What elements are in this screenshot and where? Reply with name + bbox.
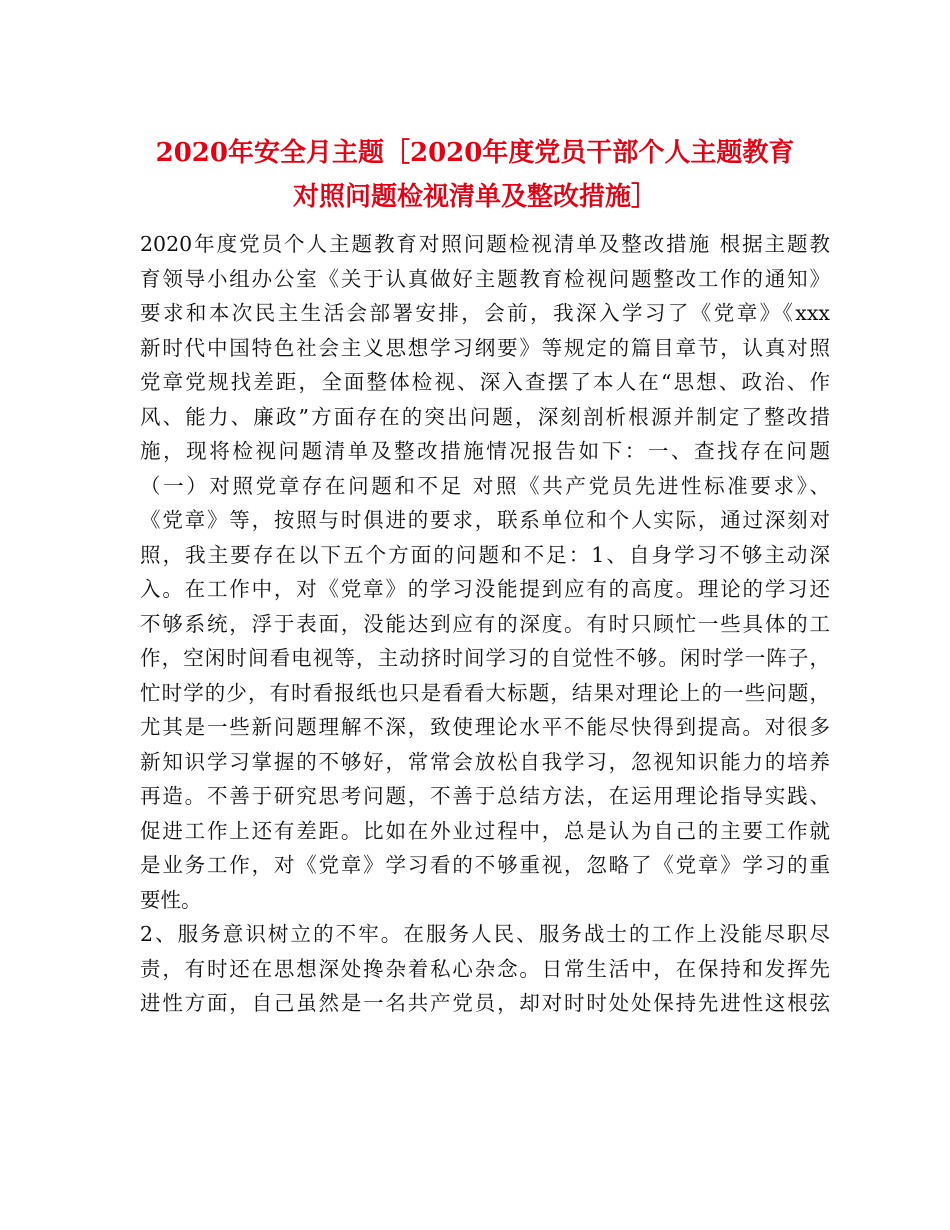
body-line: 《党章》等，按照与时俱进的要求，联系单位和个人实际，通过深刻对 <box>140 508 830 532</box>
document-title-line-1: 2020年安全月主题［2020年度党员干部个人主题教育 <box>155 138 795 168</box>
body-line: 要求和本次民主生活会部署安排，会前，我深入学习了《党章》《xxx <box>140 301 830 325</box>
body-line: 进性方面，自己虽然是一名共产党员，却对时时处处保持先进性这根弦 <box>140 991 830 1015</box>
document-title-line-2: 对照问题检视清单及整改措施］ <box>292 182 657 212</box>
body-line: 照，我主要存在以下五个方面的问题和不足：1、自身学习不够主动深 <box>140 542 830 567</box>
body-line: 不够系统，浮于表面，没能达到应有的深度。有时只顾忙一些具体的工 <box>140 611 830 636</box>
body-line: 2、服务意识树立的不牢。在服务人民、服务战士的工作上没能尽职尽 <box>140 922 830 946</box>
body-line: 要性。 <box>140 887 202 912</box>
body-line: 新时代中国特色社会主义思想学习纲要》等规定的篇目章节，认真对照 <box>140 335 830 360</box>
body-line: 风、能力、廉政”方面存在的突出问题，深刻剖析根源并制定了整改措 <box>140 404 830 429</box>
body-line: 党章党规找差距，全面整体检视、深入查摆了本人在“思想、政治、作 <box>140 370 830 394</box>
body-line: 育领导小组办公室《关于认真做好主题教育检视问题整改工作的通知》 <box>140 266 830 291</box>
body-line: 促进工作上还有差距。比如在外业过程中，总是认为自己的主要工作就 <box>140 818 830 843</box>
body-line: 新知识学习掌握的不够好，常常会放松自我学习，忽视知识能力的培养 <box>140 749 830 774</box>
body-line: （一）对照党章存在问题和不足 对照《共产党员先进性标准要求》、 <box>140 473 830 498</box>
body-line: 是业务工作，对《党章》学习看的不够重视，忽略了《党章》学习的重 <box>140 853 830 877</box>
body-line: 入。在工作中，对《党章》的学习没能提到应有的高度。理论的学习还 <box>140 577 830 601</box>
body-line: 施，现将检视问题清单及整改措施情况报告如下：一、查找存在问题 <box>140 439 830 463</box>
body-line: 2020年度党员个人主题教育对照问题检视清单及整改措施 根据主题教 <box>140 232 830 256</box>
body-line: 尤其是一些新问题理解不深，致使理论水平不能尽快得到提高。对很多 <box>140 715 830 739</box>
body-line: 忙时学的少，有时看报纸也只是看看大标题，结果对理论上的一些问题， <box>140 680 830 705</box>
document-body <box>140 227 830 1021</box>
body-line: 责，有时还在思想深处搀杂着私心杂念。日常生活中，在保持和发挥先 <box>140 956 830 981</box>
body-line: 作，空闲时间看电视等，主动挤时间学习的自觉性不够。闲时学一阵子， <box>140 646 830 670</box>
body-line: 再造。不善于研究思考问题，不善于总结方法，在运用理论指导实践、 <box>140 784 830 808</box>
